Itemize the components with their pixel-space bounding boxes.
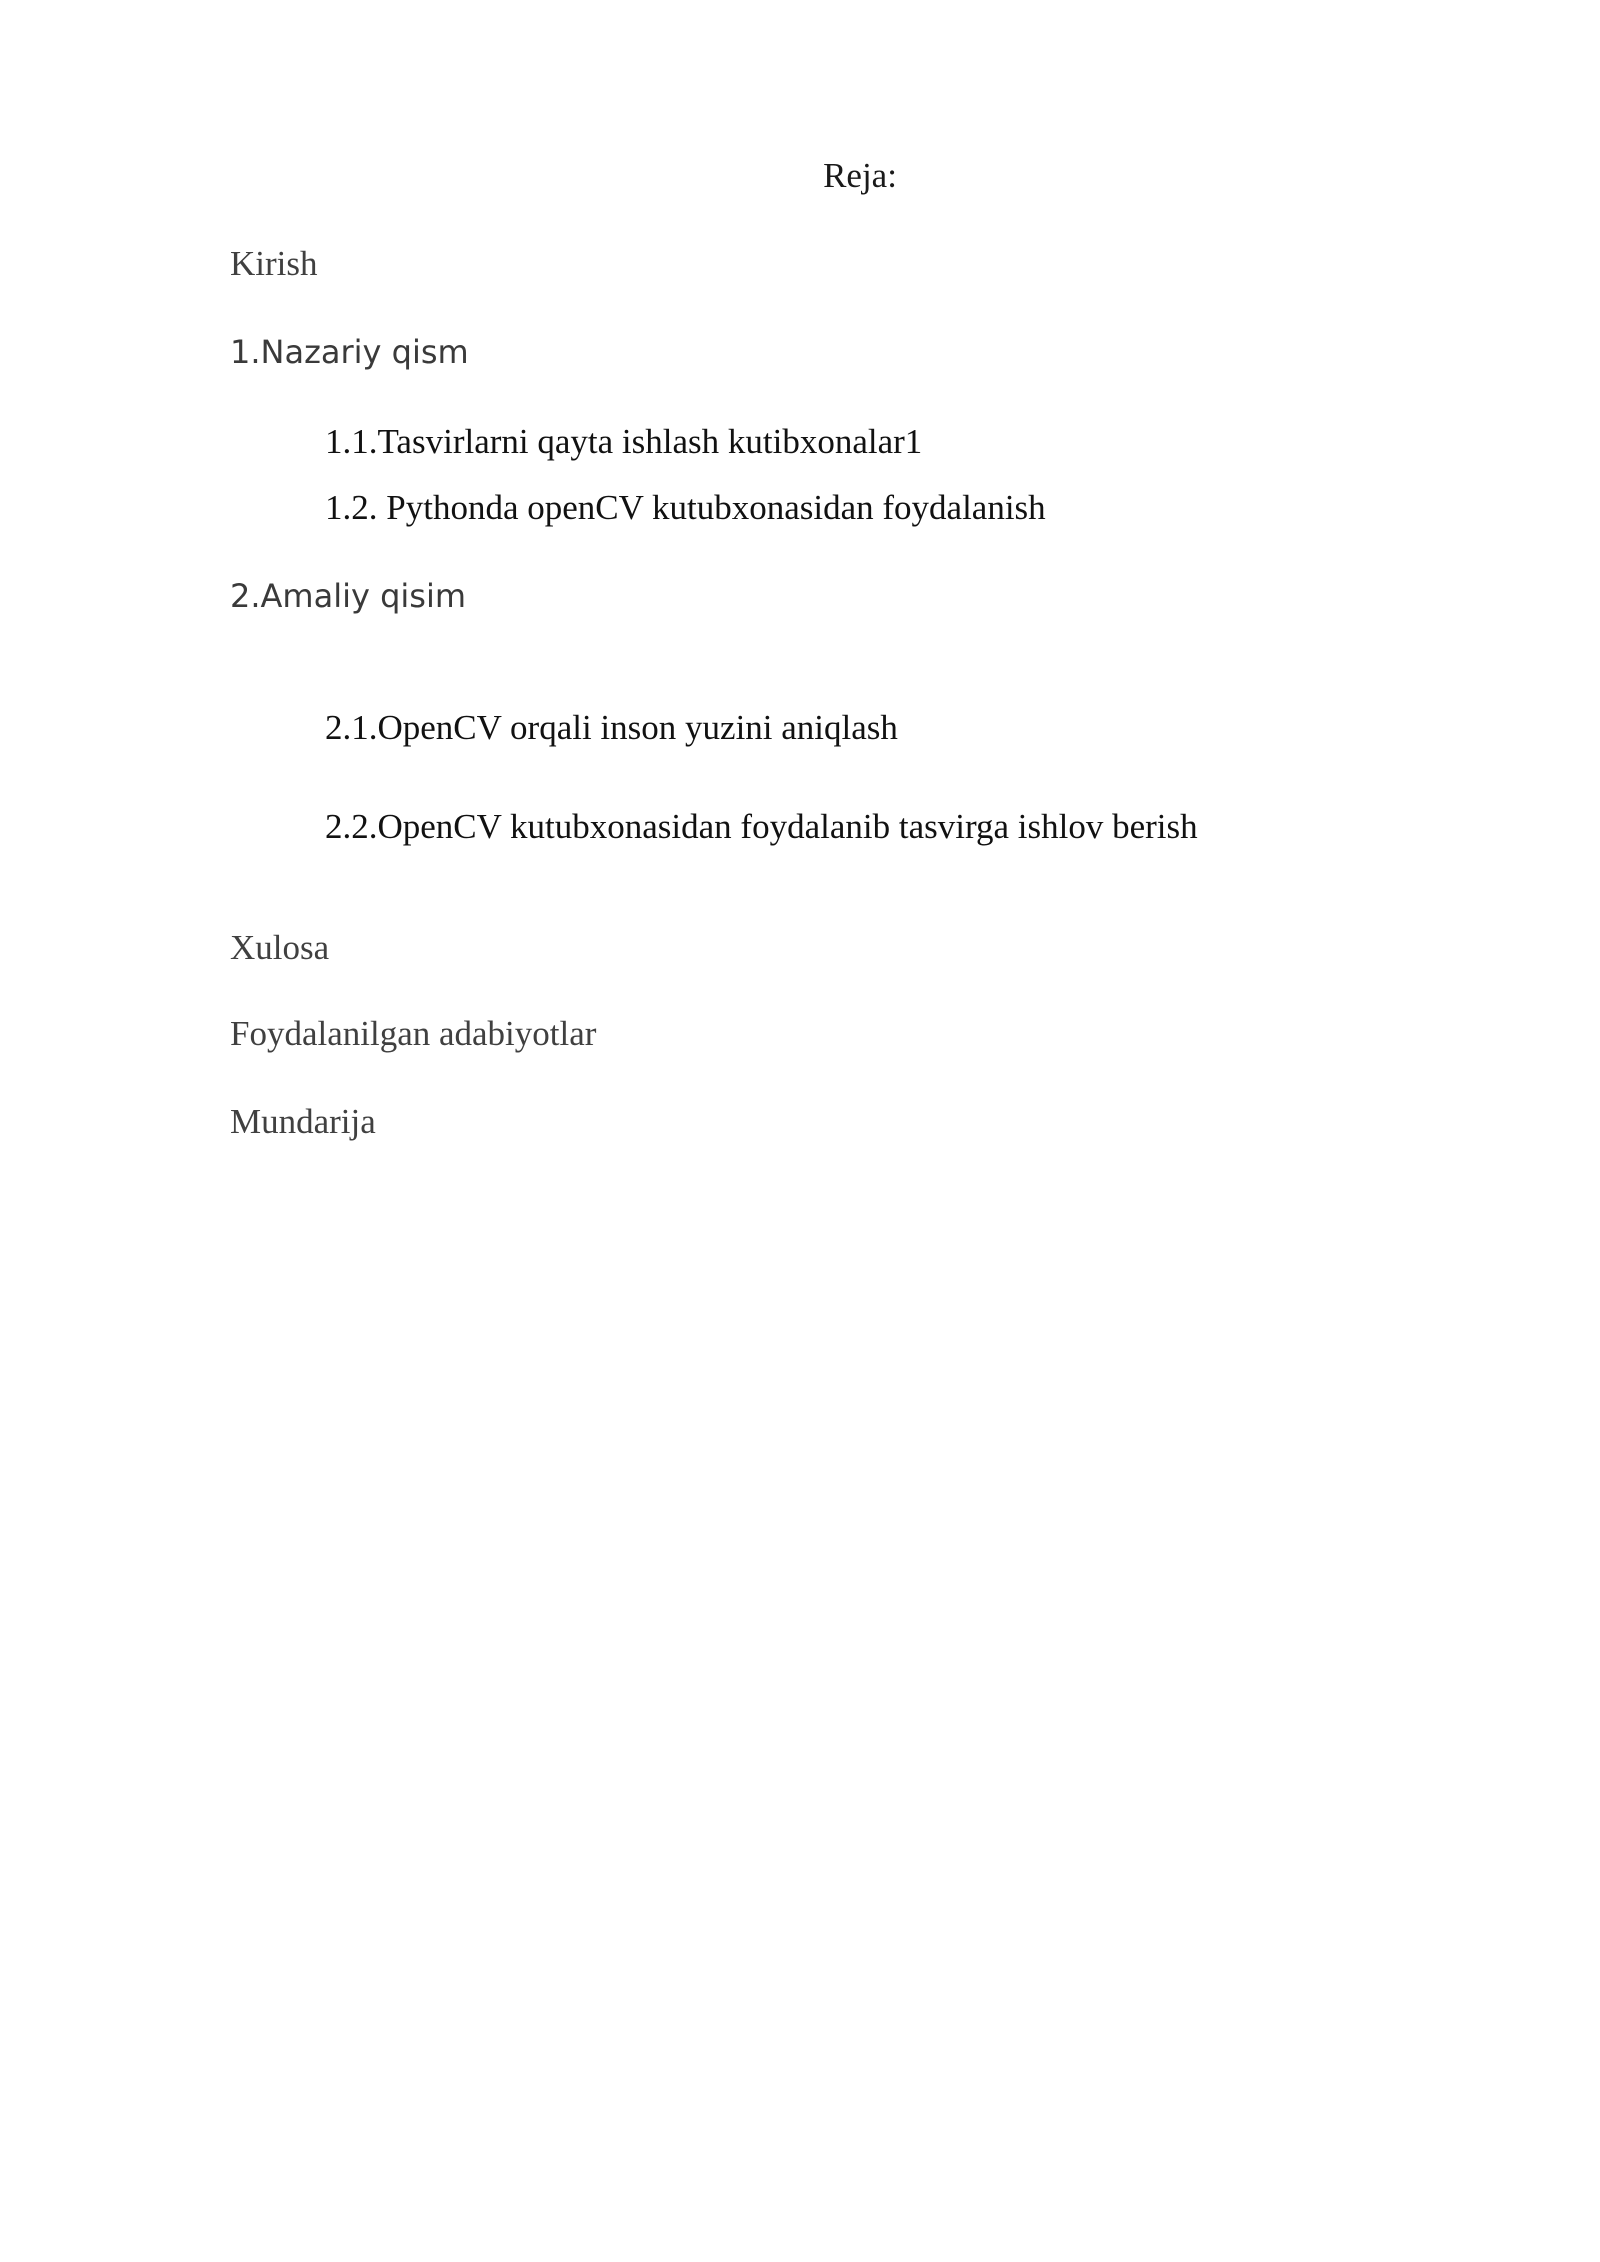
toc-item-mundarija: Mundarija xyxy=(230,1102,376,1141)
toc-item-amaliy-qisim: 2.Amaliy qisim xyxy=(230,577,467,615)
toc-item-xulosa: Xulosa xyxy=(230,928,330,967)
toc-item-foydalanilgan-adabiyotlar: Foydalanilgan adabiyotlar xyxy=(230,1014,597,1053)
toc-subitem-1-2: 1.2. Pythonda openCV kutubxonasidan foydalanish xyxy=(325,488,1046,527)
page-title: Reja: xyxy=(823,156,897,195)
toc-subitem-2-2: 2.2.OpenCV kutubxonasidan foydalanib tasvirga ishlov berish xyxy=(325,807,1198,846)
toc-subitem-1-1: 1.1.Tasvirlarni qayta ishlash kutibxonalar1 xyxy=(325,422,923,461)
toc-subitem-2-1: 2.1.OpenCV orqali inson yuzini aniqlash xyxy=(325,708,898,747)
toc-item-kirish: Kirish xyxy=(230,244,318,283)
toc-item-nazariy-qism: 1.Nazariy qism xyxy=(230,333,469,371)
